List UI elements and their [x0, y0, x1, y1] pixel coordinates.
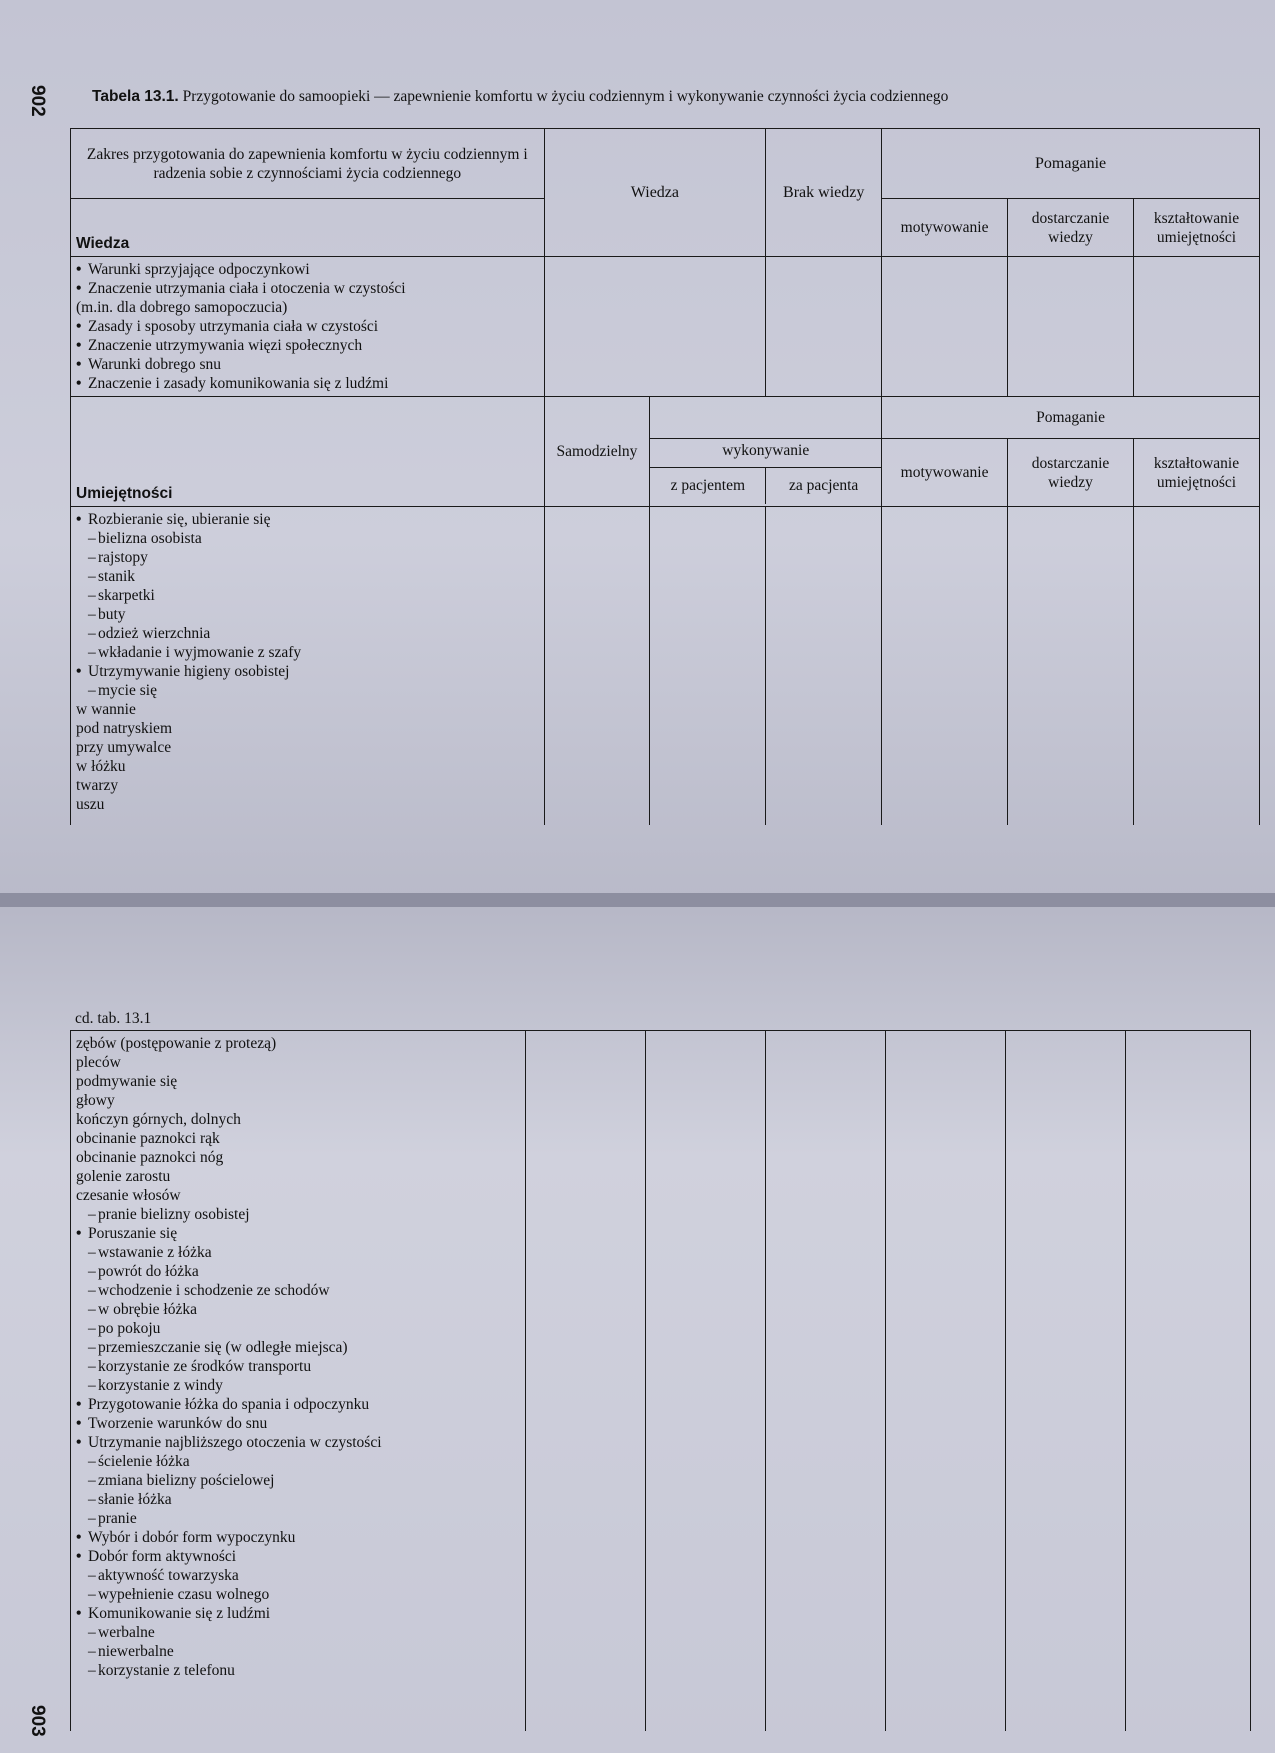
list-item: – werbalne — [76, 1623, 520, 1642]
list-item: – w obrębie łóżka — [76, 1300, 520, 1319]
list-item: • Utrzymywanie higieny osobistej — [76, 662, 539, 681]
list-item: • Znaczenie i zasady komunikowania się z ludźmi — [76, 374, 539, 393]
list-item: • Znaczenie utrzymania ciała i otoczenia w czystości — [76, 279, 539, 298]
table-13-1 — [70, 128, 1260, 825]
empty-cell — [650, 397, 882, 439]
page-number: 902 — [27, 85, 48, 117]
header-ksztaltowanie-umiejetnosci: kształtowanie umiejętności — [1134, 199, 1260, 257]
list-item: – bielizna osobista — [76, 529, 539, 548]
table-13-1-continued — [70, 1030, 1251, 1731]
list-item: – skarpetki — [76, 586, 539, 605]
list-item: – pranie — [76, 1509, 520, 1528]
list-item: czesanie włosów — [76, 1187, 181, 1204]
header-dostarczanie-wiedzy: dostarczanie wiedzy — [1008, 199, 1134, 257]
empty-cell — [526, 1031, 646, 1731]
list-item: obcinanie paznokci rąk — [76, 1130, 220, 1147]
table-caption-label: Tabela 13.1. — [92, 88, 179, 105]
list-item: uszu — [76, 796, 105, 813]
umiejetnosci-items-cell — [71, 507, 545, 825]
empty-cell — [646, 1031, 766, 1731]
list-item: – wstawanie z łóżka — [76, 1243, 520, 1262]
continuation-caption: cd. tab. 13.1 — [75, 1010, 152, 1027]
list-item: • Zasady i sposoby utrzymania ciała w czystości — [76, 317, 539, 336]
list-item: w łóżku — [76, 758, 126, 775]
empty-cell — [766, 1031, 886, 1731]
header-dostarczanie-wiedzy-2: dostarczanie wiedzy — [1008, 439, 1134, 507]
header-z-pacjentem: z pacjentem — [650, 468, 766, 504]
list-item: zębów (postępowanie z protezą) — [76, 1035, 277, 1052]
list-item: golenie zarostu — [76, 1168, 171, 1185]
list-item: – przemieszczanie się (w odległe miejsca) — [76, 1338, 520, 1357]
list-item: – zmiana bielizny pościelowej — [76, 1471, 520, 1490]
list-item: kończyn górnych, dolnych — [76, 1111, 241, 1128]
list-item: • Tworzenie warunków do snu — [76, 1414, 520, 1433]
list-item: • Warunki dobrego snu — [76, 355, 539, 374]
list-item: • Warunki sprzyjające odpoczynkowi — [76, 260, 539, 279]
section-umiejetnosci-label: Umiejętności — [71, 397, 545, 507]
list-item: • Rozbieranie się, ubieranie się — [76, 510, 539, 529]
list-item: – odzież wierzchnia — [76, 624, 539, 643]
list-item: – słanie łóżka — [76, 1490, 520, 1509]
empty-cell — [1134, 257, 1260, 397]
header-ksztaltowanie-umiejetnosci-2: kształtowanie umiejętności — [1134, 439, 1260, 507]
continued-items-cell — [71, 1031, 526, 1731]
book-spine — [0, 893, 1275, 907]
header-pomaganie: Pomaganie — [882, 129, 1260, 199]
header-motywowanie: motywowanie — [882, 199, 1008, 257]
list-item: (m.in. dla dobrego samopoczucia) — [76, 299, 288, 316]
list-item: – stanik — [76, 567, 539, 586]
list-item: – ścielenie łóżka — [76, 1452, 520, 1471]
list-item: – powrót do łóżka — [76, 1262, 520, 1281]
header-brak-wiedzy: Brak wiedzy — [766, 129, 882, 257]
empty-cell — [1008, 507, 1134, 825]
list-item: • Dobór form aktywności — [76, 1547, 520, 1566]
header-za-pacjenta: za pacjenta — [789, 477, 859, 494]
list-item: – pranie bielizny osobistej — [76, 1205, 520, 1224]
page-number-bottom: 903 — [27, 1705, 48, 1737]
empty-cell — [886, 1031, 1006, 1731]
list-item: • Utrzymanie najbliższego otoczenia w czystości — [76, 1433, 520, 1452]
empty-cell — [1134, 507, 1260, 825]
section-wiedza-label: Wiedza — [71, 199, 545, 257]
header-scope: Zakres przygotowania do zapewnienia komfortu w życiu codziennym i radzenia sobie z czynnościami życia codziennego — [71, 129, 545, 199]
list-item: pod natryskiem — [76, 720, 172, 737]
empty-cell — [882, 507, 1008, 825]
list-item: • Przygotowanie łóżka do spania i odpoczynku — [76, 1395, 520, 1414]
table-caption — [92, 88, 948, 106]
header-wiedza: Wiedza — [544, 129, 766, 257]
empty-cell — [544, 257, 766, 397]
list-item: – wkładanie i wyjmowanie z szafy — [76, 643, 539, 662]
empty-cell — [1126, 1031, 1251, 1731]
list-item: twarzy — [76, 777, 119, 794]
list-item: – buty — [76, 605, 539, 624]
list-item: – wchodzenie i schodzenie ze schodów — [76, 1281, 520, 1300]
list-item: – korzystanie z windy — [76, 1376, 520, 1395]
list-item: – mycie się — [76, 681, 539, 700]
list-item: – wypełnienie czasu wolnego — [76, 1585, 520, 1604]
header-samodzielny: Samodzielny — [544, 397, 650, 507]
list-item: – korzystanie z telefonu — [76, 1661, 520, 1680]
list-item: w wannie — [76, 701, 136, 718]
list-item: przy umywalce — [76, 739, 172, 756]
list-item: – rajstopy — [76, 548, 539, 567]
empty-cell — [544, 507, 650, 825]
empty-cell — [1006, 1031, 1126, 1731]
list-item: obcinanie paznokci nóg — [76, 1149, 224, 1166]
list-item: – niewerbalne — [76, 1642, 520, 1661]
header-pomaganie-2: Pomaganie — [882, 397, 1260, 439]
table-caption-text: Przygotowanie do samoopieki — zapewnienie komfortu w życiu codziennym i wykonywanie czynności życia codziennego — [182, 88, 949, 105]
list-item: • Znaczenie utrzymywania więzi społecznych — [76, 336, 539, 355]
list-item: – aktywność towarzyska — [76, 1566, 520, 1585]
header-motywowanie-2: motywowanie — [882, 439, 1008, 507]
empty-cell — [1008, 257, 1134, 397]
empty-cell — [650, 507, 766, 825]
list-item: • Poruszanie się — [76, 1224, 520, 1243]
wiedza-items-cell — [71, 257, 545, 397]
list-item: – korzystanie ze środków transportu — [76, 1357, 520, 1376]
empty-cell — [766, 257, 882, 397]
list-item: pleców — [76, 1054, 121, 1071]
empty-cell — [766, 507, 882, 825]
wykonywanie-group — [650, 439, 882, 507]
empty-cell — [882, 257, 1008, 397]
list-item: podmywanie się — [76, 1073, 178, 1090]
list-item: – po pokoju — [76, 1319, 520, 1338]
list-item: głowy — [76, 1092, 115, 1109]
list-item: • Komunikowanie się z ludźmi — [76, 1604, 520, 1623]
header-wykonywanie: wykonywanie — [650, 439, 881, 468]
list-item: • Wybór i dobór form wypoczynku — [76, 1528, 520, 1547]
